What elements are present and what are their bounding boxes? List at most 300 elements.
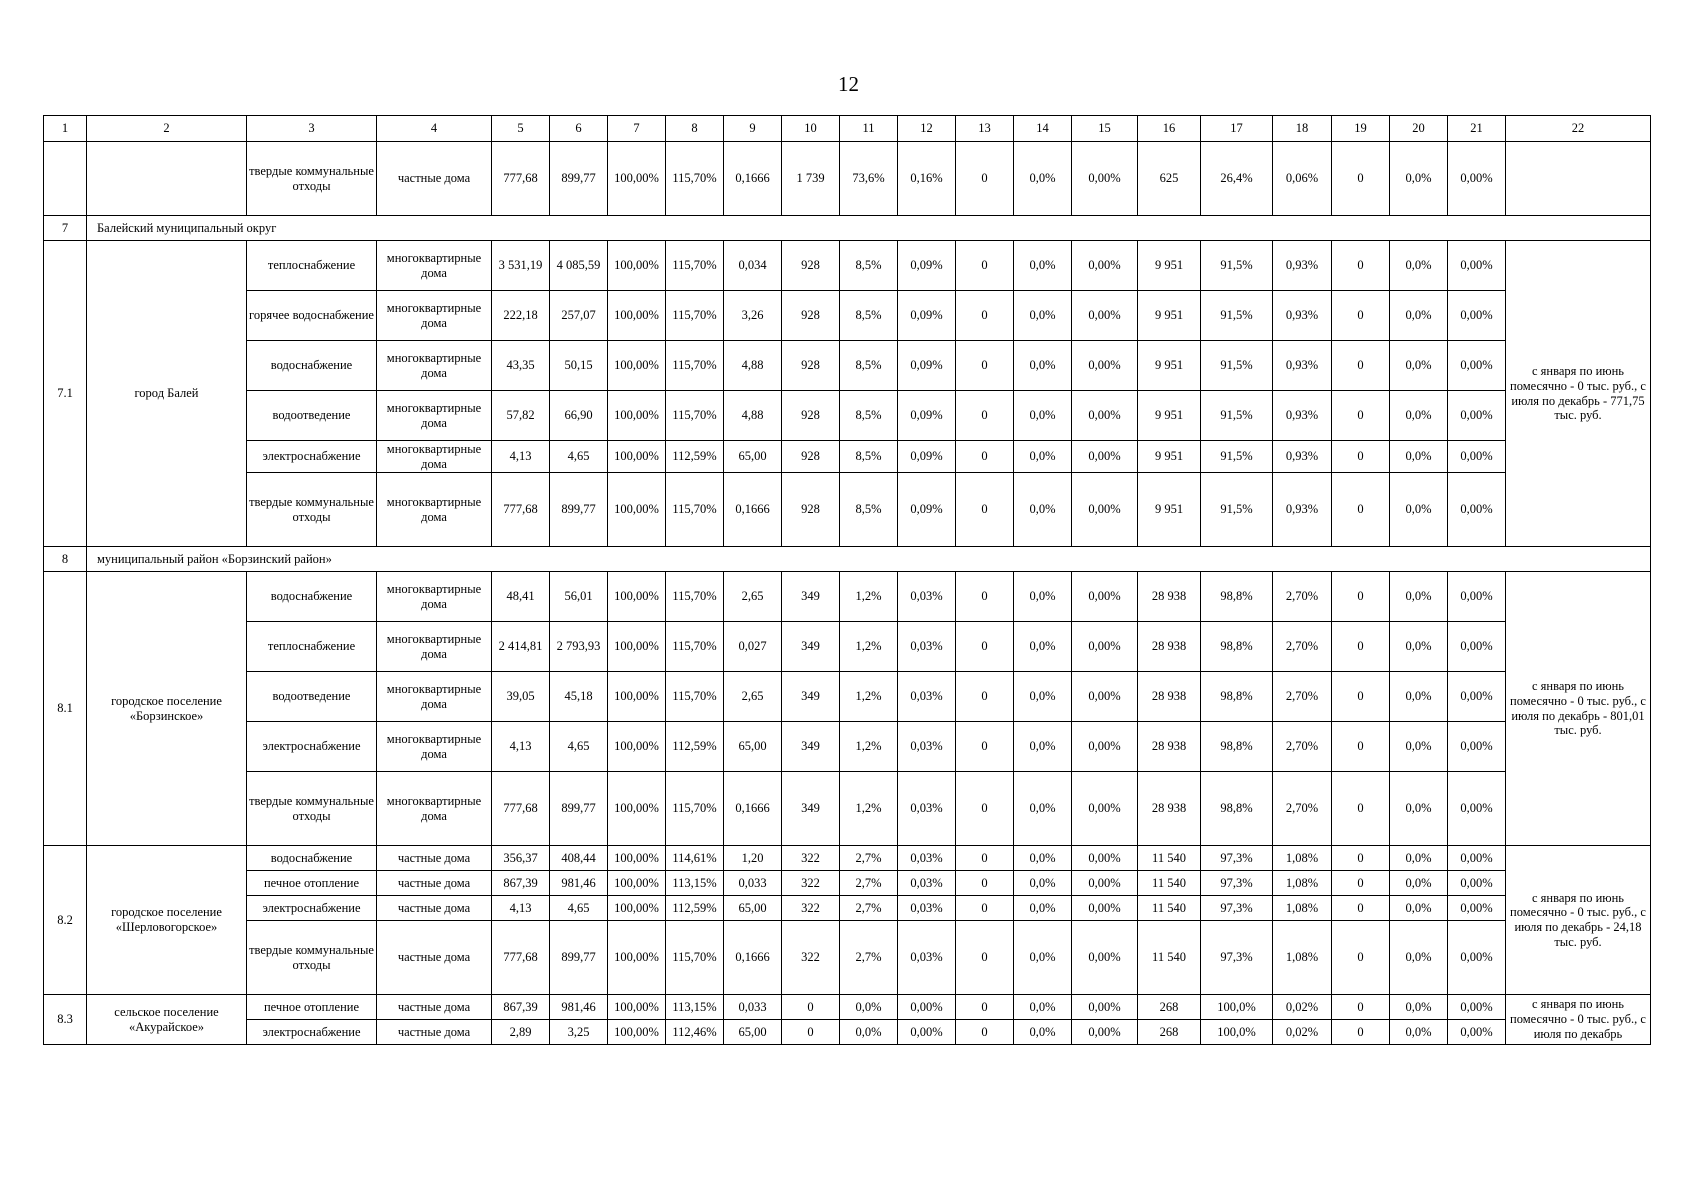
data-cell: 2,7% (840, 896, 898, 921)
data-cell: 0,0% (1014, 921, 1072, 995)
column-header: 10 (782, 116, 840, 142)
data-cell: 0,0% (1390, 341, 1448, 391)
data-cell: 2,70% (1273, 772, 1332, 846)
data-cell: 322 (782, 921, 840, 995)
data-cell: 0,0% (1390, 921, 1448, 995)
data-cell: 4,65 (550, 441, 608, 473)
data-cell: 0,09% (898, 341, 956, 391)
data-cell: 322 (782, 871, 840, 896)
data-cell: 322 (782, 896, 840, 921)
data-cell: 0,00% (1072, 622, 1138, 672)
data-cell: 981,46 (550, 871, 608, 896)
table-row (44, 473, 1651, 547)
table-row (44, 291, 1651, 341)
column-header: 3 (247, 116, 377, 142)
data-cell: 100,00% (608, 772, 666, 846)
data-cell: 97,3% (1201, 846, 1273, 871)
data-cell: 115,70% (666, 572, 724, 622)
data-cell: 1 739 (782, 142, 840, 216)
data-cell: 0,0% (1390, 722, 1448, 772)
data-cell: 113,15% (666, 871, 724, 896)
data-cell: 1,2% (840, 722, 898, 772)
data-cell: 0 (956, 473, 1014, 547)
table-row (44, 241, 1651, 291)
data-cell: 899,77 (550, 772, 608, 846)
data-cell: 928 (782, 341, 840, 391)
data-cell: 9 951 (1138, 341, 1201, 391)
data-cell: 100,00% (608, 341, 666, 391)
data-cell: 0,00% (1448, 896, 1506, 921)
data-cell: 0 (782, 1020, 840, 1045)
subsection-number: 8.1 (44, 572, 87, 846)
data-cell: 91,5% (1201, 391, 1273, 441)
data-cell: 100,00% (608, 441, 666, 473)
table-row (44, 391, 1651, 441)
data-cell: 91,5% (1201, 341, 1273, 391)
data-cell: 0,0% (1390, 291, 1448, 341)
data-cell: 3 531,19 (492, 241, 550, 291)
data-cell: 11 540 (1138, 871, 1201, 896)
data-cell: 0,0% (1390, 871, 1448, 896)
section-row (44, 547, 1651, 572)
data-cell: 867,39 (492, 871, 550, 896)
data-cell: 0,93% (1273, 341, 1332, 391)
table-row (44, 896, 1651, 921)
data-cell: 0,09% (898, 241, 956, 291)
data-cell: 115,70% (666, 291, 724, 341)
data-cell: многоквартирные дома (377, 473, 492, 547)
data-cell: 28 938 (1138, 772, 1201, 846)
data-cell: 0,00% (1072, 871, 1138, 896)
data-cell: 0,1666 (724, 473, 782, 547)
data-cell: 0 (956, 241, 1014, 291)
data-cell: 0,00% (1448, 241, 1506, 291)
data-cell: электроснабжение (247, 441, 377, 473)
data-cell: 0 (1332, 722, 1390, 772)
data-cell: 0 (956, 391, 1014, 441)
table-row (44, 341, 1651, 391)
data-cell: 268 (1138, 995, 1201, 1020)
data-cell: 115,70% (666, 772, 724, 846)
data-cell: 222,18 (492, 291, 550, 341)
data-cell: 2,70% (1273, 622, 1332, 672)
data-cell: 0,09% (898, 391, 956, 441)
data-cell: 0 (1332, 871, 1390, 896)
column-header: 17 (1201, 116, 1273, 142)
data-cell: 1,2% (840, 672, 898, 722)
data-cell: 9 951 (1138, 473, 1201, 547)
data-cell: 0 (956, 995, 1014, 1020)
data-cell: твердые коммунальные отходы (247, 772, 377, 846)
data-cell: 777,68 (492, 473, 550, 547)
data-cell: 0,03% (898, 722, 956, 772)
data-cell: 0,03% (898, 572, 956, 622)
empty-cell (1506, 142, 1651, 216)
data-cell: 0,033 (724, 871, 782, 896)
data-cell: 0,03% (898, 921, 956, 995)
data-cell: 0,0% (1014, 142, 1072, 216)
data-cell: 0,00% (1448, 391, 1506, 441)
column-header: 21 (1448, 116, 1506, 142)
data-cell: 0,00% (1072, 846, 1138, 871)
data-cell: 0,0% (1390, 995, 1448, 1020)
data-cell: 0,02% (1273, 995, 1332, 1020)
data-cell: 0 (956, 441, 1014, 473)
data-cell: 349 (782, 772, 840, 846)
section-title: муниципальный район «Борзинский район» (87, 547, 1651, 572)
table-row (44, 572, 1651, 622)
data-cell: 100,00% (608, 921, 666, 995)
empty-cell (87, 142, 247, 216)
data-cell: 0 (1332, 896, 1390, 921)
data-cell: 0,0% (1390, 672, 1448, 722)
data-cell: 100,00% (608, 896, 666, 921)
data-cell: 4,65 (550, 722, 608, 772)
data-cell: 0,00% (1072, 291, 1138, 341)
data-cell: 2,7% (840, 921, 898, 995)
payment-note: с января по июнь помесячно - 0 тыс. руб., с июля по декабрь - 801,01 тыс. руб. (1506, 572, 1651, 846)
data-cell: 65,00 (724, 896, 782, 921)
data-cell: 777,68 (492, 921, 550, 995)
data-cell: 0,034 (724, 241, 782, 291)
data-cell: 100,00% (608, 722, 666, 772)
data-cell: 0 (956, 1020, 1014, 1045)
data-cell: 100,00% (608, 241, 666, 291)
data-cell: 0,03% (898, 672, 956, 722)
data-cell: 8,5% (840, 391, 898, 441)
data-cell: 777,68 (492, 772, 550, 846)
data-cell: 0,02% (1273, 1020, 1332, 1045)
data-cell: частные дома (377, 896, 492, 921)
data-cell: 0 (1332, 391, 1390, 441)
data-cell: 0,0% (840, 1020, 898, 1045)
data-cell: 0 (1332, 341, 1390, 391)
data-cell: 0,0% (1390, 441, 1448, 473)
data-cell: многоквартирные дома (377, 772, 492, 846)
data-cell: 0 (1332, 572, 1390, 622)
data-cell: 73,6% (840, 142, 898, 216)
column-header: 16 (1138, 116, 1201, 142)
data-cell: твердые коммунальные отходы (247, 473, 377, 547)
data-cell: 0,09% (898, 473, 956, 547)
data-cell: многоквартирные дома (377, 672, 492, 722)
data-cell: 0,03% (898, 622, 956, 672)
data-cell: 9 951 (1138, 391, 1201, 441)
data-cell: печное отопление (247, 871, 377, 896)
data-cell: 2 793,93 (550, 622, 608, 672)
data-cell: 115,70% (666, 672, 724, 722)
data-cell: 11 540 (1138, 921, 1201, 995)
data-cell: 39,05 (492, 672, 550, 722)
data-cell: 1,2% (840, 572, 898, 622)
data-cell: 0,0% (1014, 846, 1072, 871)
data-cell: 0,0% (1014, 772, 1072, 846)
data-cell: 0,00% (898, 1020, 956, 1045)
data-cell: 0,93% (1273, 441, 1332, 473)
data-cell: 0,00% (1072, 391, 1138, 441)
data-cell: 28 938 (1138, 622, 1201, 672)
data-cell: 2,89 (492, 1020, 550, 1045)
data-cell: 0,09% (898, 291, 956, 341)
data-cell: частные дома (377, 846, 492, 871)
data-cell: 8,5% (840, 341, 898, 391)
data-cell: 114,61% (666, 846, 724, 871)
data-cell: 2,7% (840, 871, 898, 896)
data-cell: водоотведение (247, 391, 377, 441)
data-cell: 0 (956, 896, 1014, 921)
data-cell: 0,1666 (724, 921, 782, 995)
data-cell: 349 (782, 572, 840, 622)
data-cell: 981,46 (550, 995, 608, 1020)
data-cell: 1,08% (1273, 921, 1332, 995)
data-cell: 0,00% (1072, 722, 1138, 772)
data-cell: 408,44 (550, 846, 608, 871)
data-cell: 0,0% (1014, 341, 1072, 391)
data-cell: твердые коммунальные отходы (247, 142, 377, 216)
data-cell: 0,0% (1014, 672, 1072, 722)
subsection-number: 8.2 (44, 846, 87, 995)
data-cell: горячее водоснабжение (247, 291, 377, 341)
data-cell: 112,46% (666, 1020, 724, 1045)
data-cell: 100,00% (608, 291, 666, 341)
data-cell: 0,00% (1448, 441, 1506, 473)
empty-cell (44, 142, 87, 216)
data-cell: 48,41 (492, 572, 550, 622)
data-cell: 0 (956, 291, 1014, 341)
data-cell: 115,70% (666, 391, 724, 441)
data-cell: 100,00% (608, 622, 666, 672)
subsection-number: 8.3 (44, 995, 87, 1045)
column-header: 9 (724, 116, 782, 142)
subsection-name: город Балей (87, 241, 247, 547)
data-cell: 0,00% (1448, 772, 1506, 846)
data-cell: 899,77 (550, 473, 608, 547)
data-cell: 28 938 (1138, 672, 1201, 722)
section-number: 7 (44, 216, 87, 241)
data-cell: 91,5% (1201, 291, 1273, 341)
data-cell: 65,00 (724, 1020, 782, 1045)
data-cell: 100,00% (608, 473, 666, 547)
column-header: 18 (1273, 116, 1332, 142)
data-cell: 0 (956, 921, 1014, 995)
data-cell: 899,77 (550, 142, 608, 216)
data-cell: многоквартирные дома (377, 291, 492, 341)
data-cell: 100,00% (608, 1020, 666, 1045)
subsection-name: городское поселение «Шерловогорское» (87, 846, 247, 995)
data-cell: 1,08% (1273, 846, 1332, 871)
data-cell: 2,70% (1273, 572, 1332, 622)
data-cell: 0,00% (1072, 441, 1138, 473)
data-cell: 0,0% (1014, 622, 1072, 672)
column-header: 13 (956, 116, 1014, 142)
data-cell: 91,5% (1201, 441, 1273, 473)
data-cell: водоснабжение (247, 572, 377, 622)
data-cell: 0 (1332, 142, 1390, 216)
data-cell: 0,0% (1390, 896, 1448, 921)
data-cell: 4,13 (492, 896, 550, 921)
data-cell: 112,59% (666, 441, 724, 473)
column-header: 5 (492, 116, 550, 142)
data-cell: 2,7% (840, 846, 898, 871)
data-cell: многоквартирные дома (377, 622, 492, 672)
table-row (44, 772, 1651, 846)
data-cell: 0 (956, 846, 1014, 871)
data-cell: 0,0% (1390, 391, 1448, 441)
data-cell: 0,00% (1448, 921, 1506, 995)
data-cell: 0,00% (1072, 672, 1138, 722)
data-cell: 50,15 (550, 341, 608, 391)
data-cell: 4,88 (724, 391, 782, 441)
data-cell: 0,16% (898, 142, 956, 216)
data-cell: 0,0% (1014, 896, 1072, 921)
data-cell: печное отопление (247, 995, 377, 1020)
page-number: 12 (838, 72, 859, 96)
data-cell: 0,0% (1014, 441, 1072, 473)
column-header: 7 (608, 116, 666, 142)
data-cell: 2,65 (724, 672, 782, 722)
data-cell: 9 951 (1138, 241, 1201, 291)
data-cell: 0 (1332, 846, 1390, 871)
column-header: 22 (1506, 116, 1651, 142)
data-cell: 100,00% (608, 672, 666, 722)
data-cell: 115,70% (666, 473, 724, 547)
data-cell: 0,93% (1273, 391, 1332, 441)
data-cell: 66,90 (550, 391, 608, 441)
data-cell: 65,00 (724, 722, 782, 772)
data-cell: 0,00% (1448, 871, 1506, 896)
section-title: Балейский муниципальный округ (87, 216, 1651, 241)
data-cell: 4 085,59 (550, 241, 608, 291)
data-cell: 28 938 (1138, 572, 1201, 622)
data-cell: 0,0% (1390, 142, 1448, 216)
data-cell: 0 (956, 622, 1014, 672)
data-cell: 0,00% (1072, 921, 1138, 995)
data-cell: многоквартирные дома (377, 241, 492, 291)
data-cell: 928 (782, 441, 840, 473)
data-cell: 0,1666 (724, 142, 782, 216)
data-cell: 0,00% (1072, 241, 1138, 291)
data-cell: 115,70% (666, 341, 724, 391)
data-cell: 8,5% (840, 291, 898, 341)
column-header: 8 (666, 116, 724, 142)
data-cell: 0,93% (1273, 291, 1332, 341)
data-cell: 0 (1332, 672, 1390, 722)
data-cell: 115,70% (666, 142, 724, 216)
data-cell: 0,0% (1014, 871, 1072, 896)
data-cell: 322 (782, 846, 840, 871)
data-cell: 3,25 (550, 1020, 608, 1045)
data-cell: 0 (956, 772, 1014, 846)
data-cell: 100,00% (608, 142, 666, 216)
data-cell: 57,82 (492, 391, 550, 441)
data-cell: 349 (782, 622, 840, 672)
data-cell: многоквартирные дома (377, 722, 492, 772)
data-cell: 100,00% (608, 846, 666, 871)
data-cell: 0,00% (898, 995, 956, 1020)
data-cell: 100,00% (608, 995, 666, 1020)
data-cell: 867,39 (492, 995, 550, 1020)
column-header: 1 (44, 116, 87, 142)
data-cell: 1,08% (1273, 896, 1332, 921)
data-cell: 0,0% (1390, 1020, 1448, 1045)
data-cell: частные дома (377, 995, 492, 1020)
data-cell: 928 (782, 391, 840, 441)
payment-note: с января по июнь помесячно - 0 тыс. руб., с июля по декабрь - 24,18 тыс. руб. (1506, 846, 1651, 995)
data-cell: 0 (956, 572, 1014, 622)
data-cell: 0 (956, 722, 1014, 772)
data-cell: 899,77 (550, 921, 608, 995)
tariff-table (43, 115, 1651, 1045)
data-cell: 0,0% (1014, 291, 1072, 341)
data-cell: 0,93% (1273, 241, 1332, 291)
data-cell: частные дома (377, 871, 492, 896)
data-cell: частные дома (377, 142, 492, 216)
data-cell: 0,93% (1273, 473, 1332, 547)
column-header: 4 (377, 116, 492, 142)
data-cell: 4,13 (492, 722, 550, 772)
data-cell: 0,00% (1448, 846, 1506, 871)
table-row (44, 441, 1651, 473)
data-cell: 0 (956, 871, 1014, 896)
data-cell: 0 (1332, 921, 1390, 995)
data-cell: 8,5% (840, 441, 898, 473)
data-cell: 268 (1138, 1020, 1201, 1045)
data-cell: 0,00% (1072, 896, 1138, 921)
data-cell: 8,5% (840, 241, 898, 291)
data-cell: 0,00% (1072, 772, 1138, 846)
data-cell: 98,8% (1201, 672, 1273, 722)
data-cell: 349 (782, 672, 840, 722)
data-cell: 777,68 (492, 142, 550, 216)
data-cell: 91,5% (1201, 473, 1273, 547)
data-cell: 115,70% (666, 622, 724, 672)
data-cell: многоквартирные дома (377, 441, 492, 473)
data-cell: теплоснабжение (247, 241, 377, 291)
data-cell: 4,88 (724, 341, 782, 391)
data-cell: 0,0% (1014, 995, 1072, 1020)
header-row (44, 116, 1651, 142)
data-cell: 98,8% (1201, 622, 1273, 672)
data-cell: 100,0% (1201, 1020, 1273, 1045)
subsection-name: городское поселение «Борзинское» (87, 572, 247, 846)
data-cell: 3,26 (724, 291, 782, 341)
data-cell: 356,37 (492, 846, 550, 871)
data-cell: 0,0% (1014, 473, 1072, 547)
data-cell: 9 951 (1138, 291, 1201, 341)
table-row (44, 722, 1651, 772)
data-cell: 0,00% (1448, 473, 1506, 547)
payment-note: с января по июнь помесячно - 0 тыс. руб., с июля по декабрь - 771,75 тыс. руб. (1506, 241, 1651, 547)
data-cell: 0 (1332, 772, 1390, 846)
data-cell: 115,70% (666, 921, 724, 995)
data-cell: 0 (1332, 622, 1390, 672)
table-row (44, 921, 1651, 995)
data-cell: 9 951 (1138, 441, 1201, 473)
section-number: 8 (44, 547, 87, 572)
data-cell: 0,0% (1390, 572, 1448, 622)
data-cell: 112,59% (666, 722, 724, 772)
column-header: 11 (840, 116, 898, 142)
data-cell: 0,00% (1448, 291, 1506, 341)
table-row (44, 142, 1651, 216)
data-cell: 0 (1332, 291, 1390, 341)
data-cell: 0,03% (898, 772, 956, 846)
data-cell: 0,0% (1014, 391, 1072, 441)
data-cell: 0,0% (1014, 1020, 1072, 1045)
data-cell: 97,3% (1201, 896, 1273, 921)
data-cell: многоквартирные дома (377, 391, 492, 441)
data-cell: 112,59% (666, 896, 724, 921)
